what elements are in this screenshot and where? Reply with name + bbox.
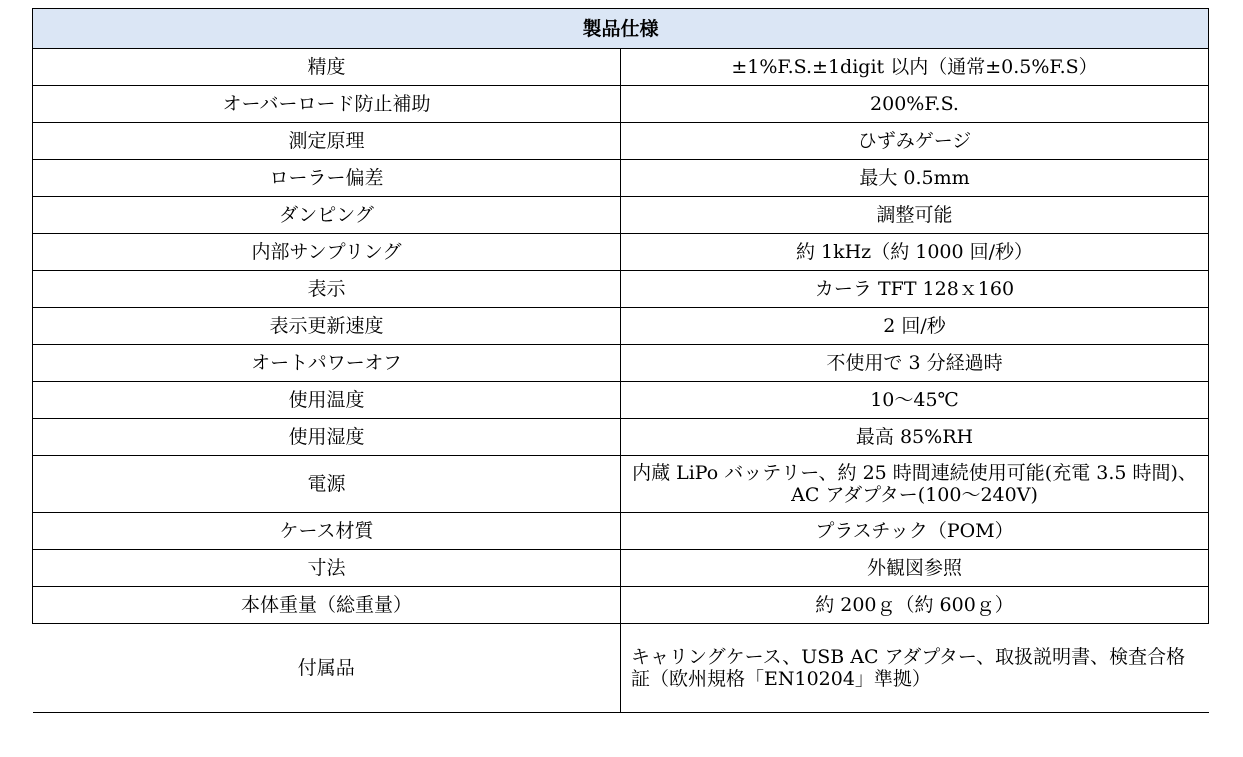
table-title: 製品仕様: [33, 9, 1209, 49]
table-row: [33, 234, 1209, 271]
row-value: 最大 0.5mm: [621, 160, 1209, 197]
spec-table: [32, 8, 1209, 713]
row-value: 調整可能: [621, 197, 1209, 234]
table-row: [33, 382, 1209, 419]
table-row: [33, 513, 1209, 550]
row-label: 本体重量（総重量）: [33, 587, 621, 624]
table-row: [33, 86, 1209, 123]
row-value: 外観図参照: [621, 550, 1209, 587]
table-row: [33, 345, 1209, 382]
row-label: 精度: [33, 49, 621, 86]
row-value: ±1%F.S.±1digit 以内（通常±0.5%F.S）: [621, 49, 1209, 86]
row-label: 使用温度: [33, 382, 621, 419]
row-label: 電源: [33, 456, 621, 513]
row-label: 寸法: [33, 550, 621, 587]
table-row: [33, 160, 1209, 197]
row-value: 約 200ｇ（約 600ｇ）: [621, 587, 1209, 624]
row-value-line: 内蔵 LiPo バッテリー、約 25 時間連続使用可能(充電 3.5 時間)、: [632, 462, 1197, 484]
row-value-line: AC アダプター(100～240V): [791, 484, 1038, 506]
row-label: ローラー偏差: [33, 160, 621, 197]
row-label: 使用湿度: [33, 419, 621, 456]
row-label: オーバーロード防止補助: [33, 86, 621, 123]
row-value: プラスチック（POM）: [621, 513, 1209, 550]
row-value: 10～45℃: [621, 382, 1209, 419]
row-value: 最高 85%RH: [621, 419, 1209, 456]
table-row: [33, 624, 1209, 713]
row-label: ダンピング: [33, 197, 621, 234]
row-label: 内部サンプリング: [33, 234, 621, 271]
row-value: 2 回/秒: [621, 308, 1209, 345]
row-value: [621, 456, 1209, 513]
row-value: ひずみゲージ: [621, 123, 1209, 160]
table-row: [33, 197, 1209, 234]
table-row: [33, 419, 1209, 456]
table-row: [33, 550, 1209, 587]
row-label: ケース材質: [33, 513, 621, 550]
row-label: 付属品: [33, 624, 621, 713]
table-row: [33, 123, 1209, 160]
row-value: キャリングケース、USB AC アダプター、取扱説明書、検査合格証（欧州規格「EN10204」準拠）: [621, 624, 1209, 713]
table-row: [33, 308, 1209, 345]
table-row: [33, 49, 1209, 86]
row-label: 表示: [33, 271, 621, 308]
table-header-row: [33, 9, 1209, 49]
table-row: [33, 587, 1209, 624]
row-value: 200%F.S.: [621, 86, 1209, 123]
row-label: オートパワーオフ: [33, 345, 621, 382]
row-label: 測定原理: [33, 123, 621, 160]
table-row: [33, 456, 1209, 513]
row-value: 約 1kHz（約 1000 回/秒）: [621, 234, 1209, 271]
row-label: 表示更新速度: [33, 308, 621, 345]
row-value: カーラ TFT 128ｘ160: [621, 271, 1209, 308]
table-row: [33, 271, 1209, 308]
row-value: 不使用で 3 分経過時: [621, 345, 1209, 382]
